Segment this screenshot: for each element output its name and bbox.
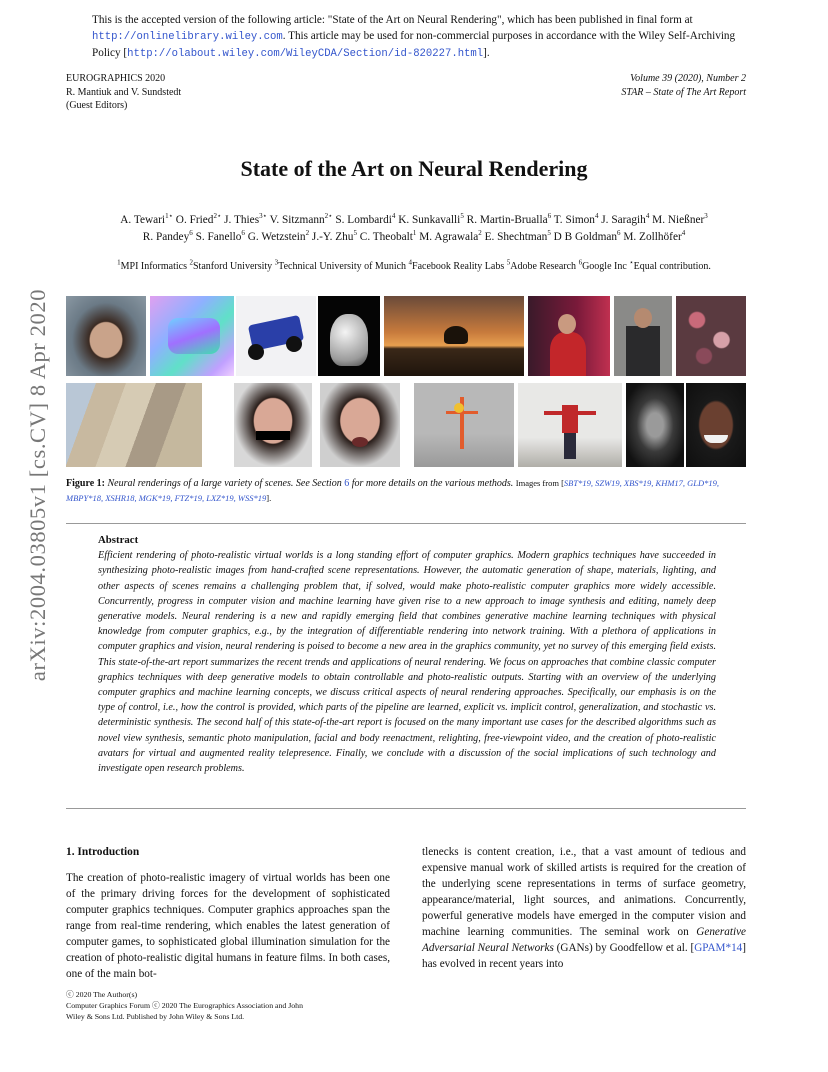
journal-header-left bbox=[66, 72, 181, 113]
policy-link[interactable]: http://olabout.wiley.com/WileyCDA/Section/id-820227.html bbox=[127, 48, 484, 60]
author-affiliation-mark: 6 bbox=[241, 229, 245, 238]
section-ref-link[interactable]: 6 bbox=[344, 478, 350, 489]
abstract-text: Efficient rendering of photo-realistic virtual worlds is a long standing effort of computer graphics. Modern graphics techniques have succeeded in synthesizing photo-realistic images from hand-crafted scene representations. However, the automatic generation of shape, materials, lighting, and other aspects of scenes remains a challenging problem that, if solved, would make photo-realistic computer graphics more widely accessible. Concurrently, progress in computer vision and machine learning have given rise to a new approach to image synthesis and editing, namely deep generative models. Neural rendering is a new and rapidly emerging field that combines generative machine learning techniques with physical knowledge from computer graphics, e.g., by the integration of differentiable rendering into network training. With a plethora of applications in computer graphics and vision, neural rendering is poised to become a new area in the graphics community, yet no survey of this emerging field exists. This state-of-the-art report summarizes the recent trends and applications of neural rendering. We focus on approaches that combine classic computer graphics techniques with deep generative models to obtain controllable and photo-realistic outputs. Starting with an overview of the underlying computer graphics and machine learning concepts, we discuss critical aspects of neural rendering approaches. Specifically, our emphasis is on the type of control, i.e., how the control is provided, which parts of the pipeline are learned, explicit vs. implicit control, generalization, and stochastic vs. deterministic synthesis. The second half of this state-of-the-art report is focused on the many important use cases for the described algorithms such as novel view synthesis, semantic photo manipulation, facial and body reenactment, relighting, free-viewpoint video, and the creation of photo-realistic avatars for virtual and augmented reality telepresence. Finally, we conclude with a discussion of the social implications of such technology and investigate open research problems. bbox=[98, 550, 716, 775]
author-name: V. Sitzmann$^{2⋆}$ bbox=[269, 212, 333, 226]
author-affiliation-mark: 1⋆ bbox=[165, 212, 173, 221]
author-affiliation-mark: 4 bbox=[645, 212, 650, 221]
author-name: D B Goldman$^6$ bbox=[553, 229, 621, 243]
author-name: T. Simon$^4$ bbox=[553, 212, 599, 226]
abstract-heading: Abstract bbox=[98, 534, 139, 546]
affiliation: $^4$Facebook Reality Labs bbox=[408, 258, 505, 272]
author-affiliation-mark: 6 bbox=[547, 212, 552, 221]
author-affiliation-mark: 4 bbox=[681, 229, 686, 238]
affiliation: $^6$Google Inc bbox=[578, 258, 627, 272]
affiliation-list bbox=[40, 258, 788, 272]
author-name: O. Fried$^{2⋆}$ bbox=[175, 212, 222, 226]
affiliation: $^5$Adobe Research bbox=[506, 258, 577, 272]
caption-end: ]. bbox=[266, 493, 272, 503]
photo-trevi-fountain bbox=[66, 383, 202, 467]
figure-label: Figure 1: bbox=[66, 478, 105, 489]
conference-name: EUROGRAPHICS 2020 bbox=[66, 73, 166, 84]
notice-text-2: . This article may be used for non-commercial purposes in accordance with the Wiley Self-Archiving Policy [ bbox=[92, 30, 736, 59]
intro-column-right bbox=[422, 844, 746, 972]
author-name: M. Zollhöfer$^4$ bbox=[623, 229, 686, 243]
editors-role: (Guest Editors) bbox=[66, 100, 128, 111]
author-name: R. Pandey$^6$ bbox=[142, 229, 193, 243]
intro-text-c: ] has evolved in recent years into bbox=[422, 942, 747, 970]
photo-skeleton-pose bbox=[414, 383, 514, 467]
gan-term: Generative Adversarial Neural Networks bbox=[422, 926, 746, 954]
photo-lucky-cat bbox=[318, 296, 380, 376]
report-type: STAR – State of The Art Report bbox=[621, 86, 746, 98]
photo-toy-truck bbox=[236, 296, 316, 376]
editors: R. Mantiuk and V. Sundstedt bbox=[66, 86, 182, 98]
author-affiliation-mark: 3 bbox=[704, 212, 708, 221]
wiley-link[interactable]: http://onlinelibrary.wiley.com bbox=[92, 31, 283, 43]
author-name: A. Tewari$^{1⋆}$ bbox=[120, 212, 173, 226]
photo-normal-map-car bbox=[150, 296, 234, 376]
affiliation: ⋆Equal contribution. bbox=[629, 258, 711, 272]
figure-caption bbox=[66, 476, 746, 506]
copyright-footer bbox=[66, 989, 303, 1022]
copyright-line-1: ⓒ 2020 The Author(s) bbox=[66, 990, 138, 999]
photo-sunset-tree bbox=[384, 296, 524, 376]
copyright-line-2: Computer Graphics Forum ⓒ 2020 The Eurographics Association and John bbox=[66, 1001, 303, 1010]
notice-end: ]. bbox=[483, 47, 490, 59]
affiliation: $^2$Stanford University bbox=[189, 258, 273, 272]
author-name: E. Shechtman$^5$ bbox=[484, 229, 551, 243]
photo-face-reenactment-1 bbox=[234, 383, 312, 467]
rule-bottom bbox=[66, 808, 746, 809]
arxiv-stamp bbox=[18, 288, 58, 682]
author-affiliation-mark: 2 bbox=[478, 229, 482, 238]
author-affiliation-mark: 6 bbox=[617, 229, 621, 238]
abstract bbox=[98, 533, 716, 776]
intro-column-left bbox=[66, 844, 390, 982]
author-name: C. Theobalt$^1$ bbox=[359, 229, 417, 243]
author-name: K. Sunkavalli$^5$ bbox=[398, 212, 464, 226]
author-name: G. Wetzstein$^2$ bbox=[247, 229, 310, 243]
volume-info: Volume 39 (2020), Number 2 bbox=[630, 73, 746, 84]
affiliation: $^3$Technical University of Munich bbox=[274, 258, 407, 272]
arxiv-stamp-text: arXiv:2004.03805v1 [cs.CV] 8 Apr 2020 bbox=[25, 288, 51, 682]
author-name: S. Fanello$^6$ bbox=[195, 229, 245, 243]
intro-text-a: tlenecks is content creation, i.e., that a vast amount of tedious and expensive manual work of skilled artists is required for the creation of the underlying scene representations in terms of surface geometry, appearance/material, light sources, and animations. Concurrently, powerful generative models have emerged in the computer vision and machine learning communities. The seminal work on bbox=[422, 846, 746, 938]
publication-notice bbox=[92, 12, 752, 62]
notice-text: This is the accepted version of the following article: "State of the Art on Neural Rendering", which has been published in final form at bbox=[92, 14, 693, 26]
caption-text-2: for more details on the various methods. bbox=[349, 478, 516, 489]
affiliation: $^1$MPI Informatics bbox=[117, 258, 187, 272]
author-name: S. Lombardi$^4$ bbox=[335, 212, 396, 226]
figure-citations[interactable]: SBT*19, SZW19, XBS*19, KHM17, GLD*19, MBPY*18, XSHR18, MGK*19, FTZ*19, LXZ*19, WSS*19 bbox=[66, 478, 720, 503]
author-name: R. Martin-Brualla$^6$ bbox=[466, 212, 552, 226]
author-affiliation-mark: 2⋆ bbox=[213, 212, 222, 221]
photo-mesh-face bbox=[626, 383, 684, 467]
author-list bbox=[40, 212, 788, 246]
photo-man-dark-shirt bbox=[614, 296, 672, 376]
author-affiliation-mark: 2 bbox=[305, 229, 310, 238]
author-name: J. Saragih$^4$ bbox=[601, 212, 650, 226]
journal-header-right bbox=[621, 72, 746, 99]
photo-collection-objects bbox=[676, 296, 746, 376]
author-affiliation-mark: 6 bbox=[189, 229, 193, 238]
author-affiliation-mark: 5 bbox=[353, 229, 357, 238]
images-from-label: Images from [ bbox=[515, 478, 564, 488]
section-heading: 1. Introduction bbox=[66, 846, 140, 858]
paper-title: State of the Art on Neural Rendering bbox=[240, 156, 588, 181]
author-name: M. Nießner$^3$ bbox=[652, 212, 708, 226]
copyright-line-3: Wiley & Sons Ltd. Published by John Wiley & Sons Ltd. bbox=[66, 1012, 245, 1021]
photo-woman-portrait bbox=[66, 296, 146, 376]
photo-man-red-shirt-stage bbox=[528, 296, 610, 376]
author-name: J. Thies$^{3⋆}$ bbox=[224, 212, 267, 226]
intro-text-left: The creation of photo-realistic imagery of virtual worlds has been one of the primary driving forces for the development of sophisticated computer graphics techniques. Computer graphics approaches span the range from real-time rendering, which enables the latest generation of computer games, to sophisticated global illumination simulation for the creation of photo-realistic digital humans in feature films. In both cases, one of the main bot- bbox=[66, 872, 390, 980]
author-affiliation-mark: 1 bbox=[412, 229, 417, 238]
author-affiliation-mark: 4 bbox=[594, 212, 599, 221]
author-name: J.-Y. Zhu$^5$ bbox=[311, 229, 357, 243]
gan-citation-link[interactable]: GPAM*14 bbox=[694, 942, 743, 954]
author-affiliation-mark: 5 bbox=[547, 229, 551, 238]
author-affiliation-mark: 2⋆ bbox=[324, 212, 333, 221]
author-affiliation-mark: 5 bbox=[460, 212, 464, 221]
photo-face-reenactment-2 bbox=[320, 383, 400, 467]
caption-text: Neural renderings of a large variety of scenes. See Section bbox=[107, 478, 345, 489]
author-affiliation-mark: 4 bbox=[391, 212, 396, 221]
photo-dancing-man bbox=[518, 383, 622, 467]
rule-top bbox=[66, 523, 746, 524]
author-name: M. Agrawala$^2$ bbox=[419, 229, 482, 243]
author-affiliation-mark: 3⋆ bbox=[259, 212, 267, 221]
intro-text-right bbox=[422, 844, 746, 972]
photo-smiling-man bbox=[686, 383, 746, 467]
intro-text-b: (GANs) by Goodfellow et al. [ bbox=[553, 942, 695, 954]
